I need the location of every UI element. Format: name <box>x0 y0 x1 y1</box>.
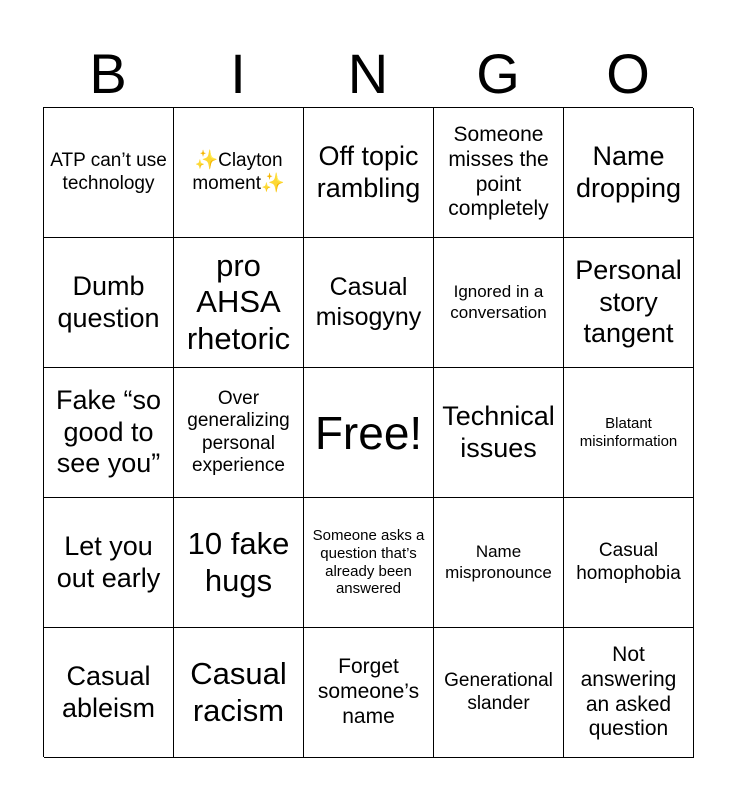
header-letter-b: B <box>89 42 127 105</box>
bingo-cell[interactable]: Someone asks a question that’s already been answered <box>304 498 434 628</box>
bingo-grid <box>43 107 693 757</box>
bingo-cell[interactable]: Casual ableism <box>44 628 174 758</box>
header-letter-o: O <box>606 42 650 105</box>
header-letter-i: I <box>230 42 246 105</box>
bingo-cell[interactable]: Off topic rambling <box>304 108 434 238</box>
bingo-cell[interactable]: Fake “so good to see you” <box>44 368 174 498</box>
bingo-cell[interactable]: Forget someone’s name <box>304 628 434 758</box>
bingo-cell[interactable]: Dumb question <box>44 238 174 368</box>
bingo-cell[interactable]: ATP can’t use technology <box>44 108 174 238</box>
bingo-cell[interactable]: Casual homophobia <box>564 498 694 628</box>
bingo-header <box>43 40 693 108</box>
bingo-cell[interactable]: Over generalizing personal experience <box>174 368 304 498</box>
bingo-cell[interactable]: Generational slander <box>434 628 564 758</box>
bingo-cell[interactable]: pro AHSA rhetoric <box>174 238 304 368</box>
bingo-cell[interactable]: Casual misogyny <box>304 238 434 368</box>
free-space-cell[interactable]: Free! <box>304 368 434 498</box>
bingo-cell[interactable]: Ignored in a conversation <box>434 238 564 368</box>
header-letter-n: N <box>347 42 389 105</box>
bingo-cell[interactable]: Blatant misinformation <box>564 368 694 498</box>
header-letter-g: G <box>476 42 520 105</box>
bingo-cell[interactable]: ✨Clayton moment✨ <box>174 108 304 238</box>
bingo-cell[interactable]: 10 fake hugs <box>174 498 304 628</box>
bingo-cell[interactable]: Name mispronounce <box>434 498 564 628</box>
bingo-cell[interactable]: Personal story tangent <box>564 238 694 368</box>
bingo-cell[interactable]: Not answering an asked question <box>564 628 694 758</box>
bingo-cell[interactable]: Someone misses the point completely <box>434 108 564 238</box>
bingo-cell[interactable]: Casual racism <box>174 628 304 758</box>
bingo-cell[interactable]: Name dropping <box>564 108 694 238</box>
bingo-cell[interactable]: Technical issues <box>434 368 564 498</box>
bingo-cell[interactable]: Let you out early <box>44 498 174 628</box>
